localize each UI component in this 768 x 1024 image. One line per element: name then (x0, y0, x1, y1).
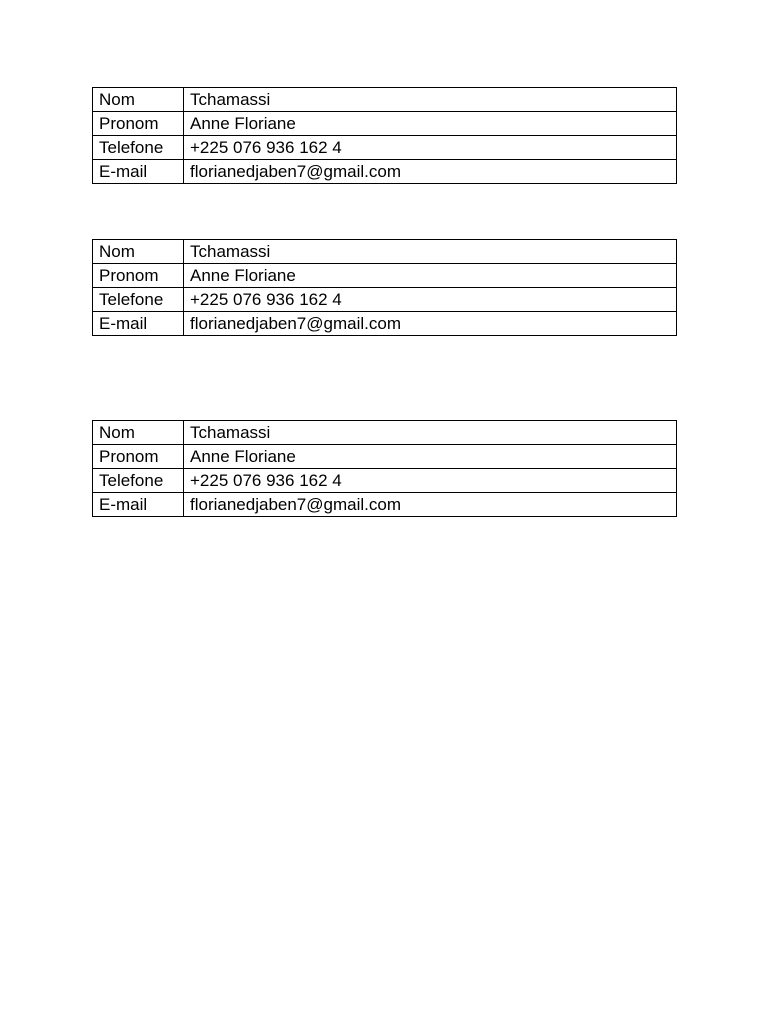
field-value-nom: Tchamassi (184, 421, 677, 445)
field-label-email: E-mail (93, 493, 184, 517)
field-value-pronom: Anne Floriane (184, 112, 677, 136)
field-value-email: florianedjaben7@gmail.com (184, 160, 677, 184)
field-label-pronom: Pronom (93, 112, 184, 136)
field-label-telefone: Telefone (93, 288, 184, 312)
field-label-nom: Nom (93, 88, 184, 112)
field-label-nom: Nom (93, 240, 184, 264)
field-label-telefone: Telefone (93, 136, 184, 160)
table-row-email (93, 312, 677, 336)
table-row-telefone (93, 469, 677, 493)
table-row-telefone (93, 288, 677, 312)
table-row-pronom (93, 264, 677, 288)
field-value-email: florianedjaben7@gmail.com (184, 493, 677, 517)
table-row-telefone (93, 136, 677, 160)
field-value-email: florianedjaben7@gmail.com (184, 312, 677, 336)
field-value-telefone: +225 076 936 162 4 (184, 288, 677, 312)
field-value-telefone: +225 076 936 162 4 (184, 136, 677, 160)
field-value-pronom: Anne Floriane (184, 264, 677, 288)
table-row-email (93, 160, 677, 184)
field-value-pronom: Anne Floriane (184, 445, 677, 469)
table-row-nom (93, 240, 677, 264)
field-label-nom: Nom (93, 421, 184, 445)
field-value-nom: Tchamassi (184, 240, 677, 264)
field-label-pronom: Pronom (93, 445, 184, 469)
table-row-email (93, 493, 677, 517)
field-label-email: E-mail (93, 160, 184, 184)
contact-table-2 (92, 239, 677, 336)
field-value-nom: Tchamassi (184, 88, 677, 112)
contact-table-1 (92, 87, 677, 184)
field-value-telefone: +225 076 936 162 4 (184, 469, 677, 493)
contact-table-3 (92, 420, 677, 517)
table-row-nom (93, 88, 677, 112)
field-label-telefone: Telefone (93, 469, 184, 493)
field-label-pronom: Pronom (93, 264, 184, 288)
field-label-email: E-mail (93, 312, 184, 336)
table-row-pronom (93, 112, 677, 136)
table-row-pronom (93, 445, 677, 469)
table-row-nom (93, 421, 677, 445)
